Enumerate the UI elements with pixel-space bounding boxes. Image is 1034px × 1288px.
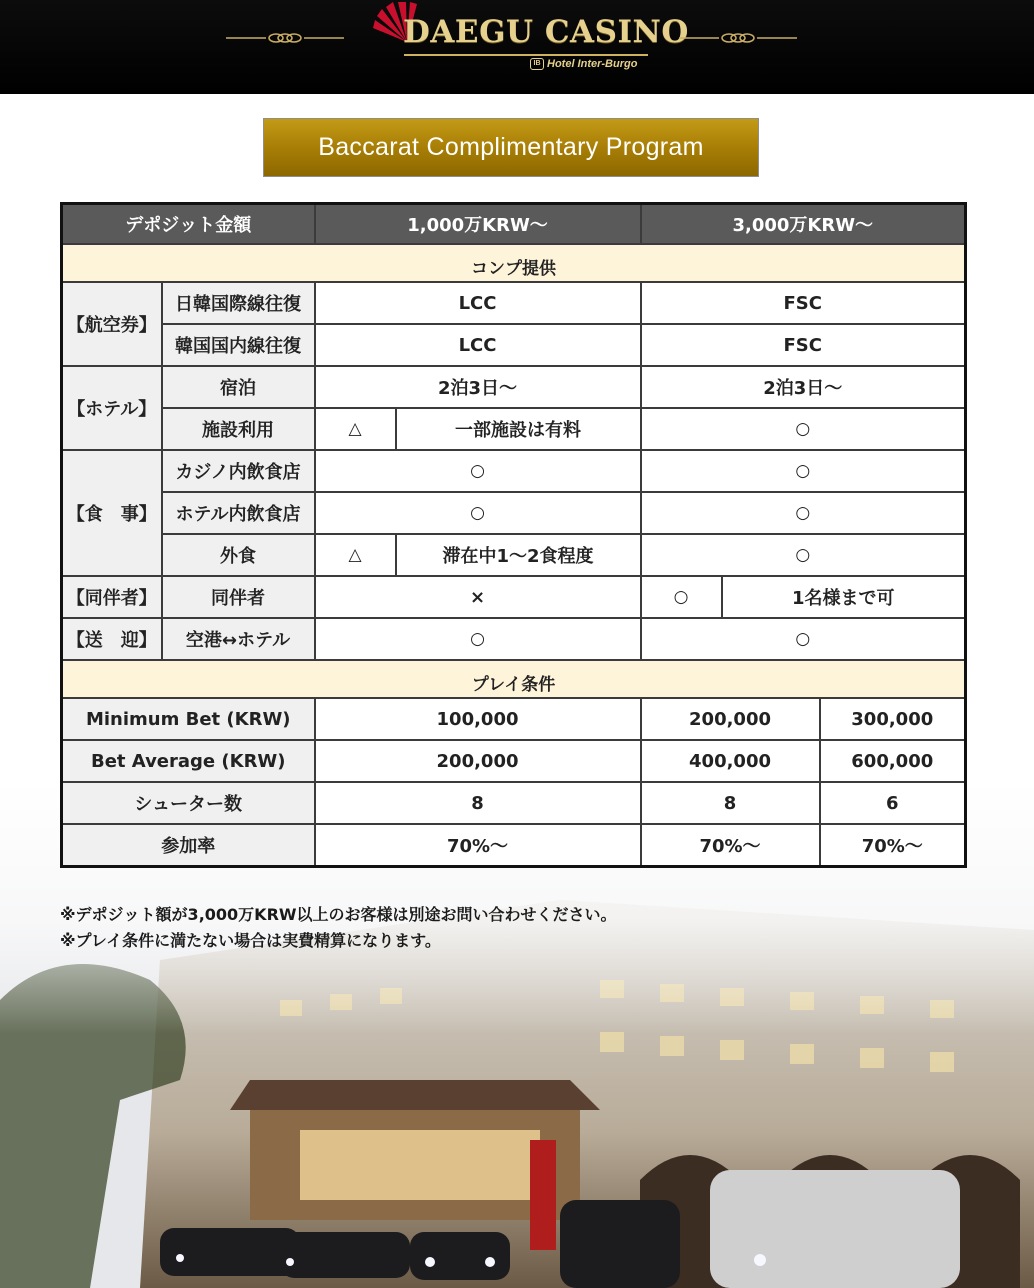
- circle-mark-icon: ○: [641, 492, 966, 534]
- cell-tier2b: 300,000: [820, 698, 966, 740]
- table-row: [62, 618, 966, 660]
- cell-tier1-note: 一部施設は有料: [396, 408, 641, 450]
- cell-tier1: 8: [315, 782, 641, 824]
- cell-tier2a: 400,000: [641, 740, 820, 782]
- group-transfer: 【送 迎】: [62, 618, 162, 660]
- circle-mark-icon: ○: [641, 534, 966, 576]
- row-label: Bet Average (KRW): [62, 740, 315, 782]
- row-label: 施設利用: [162, 408, 315, 450]
- group-hotel: 【ホテル】: [62, 366, 162, 450]
- table-row: [62, 324, 966, 366]
- table-header-row: [62, 204, 966, 245]
- cell-tier2-note: 1名様まで可: [722, 576, 966, 618]
- group-companion: 【同伴者】: [62, 576, 162, 618]
- row-label: 空港↔ホテル: [162, 618, 315, 660]
- group-meal: 【食 事】: [62, 450, 162, 576]
- row-label: シューター数: [62, 782, 315, 824]
- logo-subtitle: [530, 58, 637, 70]
- table-row: [62, 824, 966, 867]
- circle-mark-icon: ○: [315, 450, 641, 492]
- ornament-divider-left-icon: [226, 31, 344, 45]
- table-row: [62, 782, 966, 824]
- footnotes: [60, 902, 617, 954]
- table-row: [62, 698, 966, 740]
- triangle-mark-icon: △: [315, 534, 396, 576]
- cell-tier2a: 200,000: [641, 698, 820, 740]
- logo-underline: [404, 54, 648, 56]
- table-row: [62, 576, 966, 618]
- cell-tier1: 2泊3日〜: [315, 366, 641, 408]
- circle-mark-icon: ○: [315, 618, 641, 660]
- logo-subtitle-text: Hotel Inter-Burgo: [547, 58, 638, 70]
- footnote: ※プレイ条件に満たない場合は実費精算になります。: [60, 931, 441, 950]
- cell-tier1: 100,000: [315, 698, 641, 740]
- table-row: [62, 450, 966, 492]
- complimentary-table: [60, 202, 967, 868]
- header-deposit-label: デポジット金額: [62, 204, 315, 245]
- header-tier2: 3,000万KRW〜: [641, 204, 966, 245]
- table-row: [62, 492, 966, 534]
- triangle-mark-icon: △: [315, 408, 396, 450]
- cell-tier2a: 70%〜: [641, 824, 820, 867]
- circle-mark-icon: ○: [641, 618, 966, 660]
- row-label: 宿泊: [162, 366, 315, 408]
- table-row: [62, 282, 966, 324]
- row-label: カジノ内飲食店: [162, 450, 315, 492]
- row-label: ホテル内飲食店: [162, 492, 315, 534]
- row-label: 参加率: [62, 824, 315, 867]
- footnote: ※デポジット額が3,000万KRW以上のお客様は別途お問い合わせください。: [60, 905, 617, 924]
- circle-mark-icon: ○: [641, 450, 966, 492]
- row-label: 外食: [162, 534, 315, 576]
- logo-title[interactable]: DAEGU CASINO: [403, 14, 689, 50]
- cell-tier1-note: 滞在中1〜2食程度: [396, 534, 641, 576]
- row-label: Minimum Bet (KRW): [62, 698, 315, 740]
- header-tier1: 1,000万KRW〜: [315, 204, 641, 245]
- program-title-banner: Baccarat Complimentary Program: [263, 118, 759, 177]
- cross-mark-icon: ×: [315, 576, 641, 618]
- cell-tier1: 200,000: [315, 740, 641, 782]
- circle-mark-icon: ○: [315, 492, 641, 534]
- row-label: 同伴者: [162, 576, 315, 618]
- cell-tier2: FSC: [641, 324, 966, 366]
- cell-tier2: 2泊3日〜: [641, 366, 966, 408]
- row-label: 韓国国内線往復: [162, 324, 315, 366]
- table-row: [62, 408, 966, 450]
- table-row: [62, 366, 966, 408]
- section-row-comp: [62, 244, 966, 282]
- table-row: [62, 740, 966, 782]
- ornament-divider-right-icon: [679, 31, 797, 45]
- group-airline: 【航空券】: [62, 282, 162, 366]
- cell-tier2b: 600,000: [820, 740, 966, 782]
- cell-tier2: FSC: [641, 282, 966, 324]
- cell-tier1: 70%〜: [315, 824, 641, 867]
- site-header: [0, 0, 1034, 94]
- cell-tier2b: 6: [820, 782, 966, 824]
- cell-tier1: LCC: [315, 324, 641, 366]
- cell-tier2a: 8: [641, 782, 820, 824]
- cell-tier1: LCC: [315, 282, 641, 324]
- section-comp-title: コンプ提供: [62, 244, 966, 282]
- row-label: 日韓国際線往復: [162, 282, 315, 324]
- table-row: [62, 534, 966, 576]
- cell-tier2b: 70%〜: [820, 824, 966, 867]
- hotel-badge-icon: IB: [530, 58, 544, 70]
- section-row-play: [62, 660, 966, 698]
- circle-mark-icon: ○: [641, 576, 722, 618]
- circle-mark-icon: ○: [641, 408, 966, 450]
- section-play-title: プレイ条件: [62, 660, 966, 698]
